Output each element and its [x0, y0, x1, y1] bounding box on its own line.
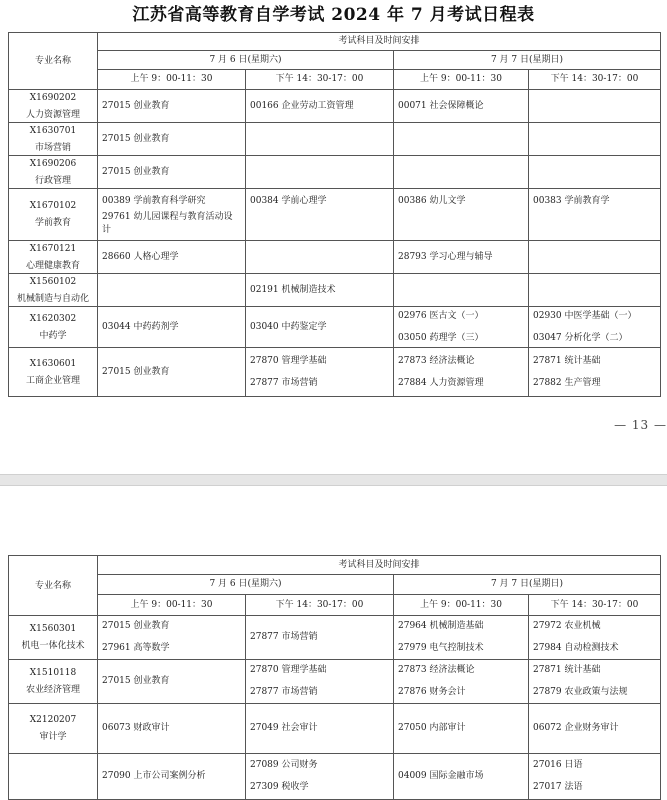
major-code: X1620302: [29, 313, 77, 324]
major-name: 中药学: [39, 330, 67, 341]
course-cell-d1pm: [246, 189, 394, 241]
course-cell-d1pm: [246, 704, 394, 754]
exam-schedule-table-page-14: [8, 555, 661, 800]
table-row: [9, 90, 661, 123]
header-day1-am: 上午 9：00-11：30: [98, 595, 246, 616]
course-entry: 27877 市场营销: [250, 377, 318, 388]
course-entry: 00389 学前教育科学研究: [102, 196, 206, 206]
course-cell-d1am: [98, 307, 246, 348]
header-day1: 7 月 6 日(星期六): [98, 575, 394, 595]
course-cell-d1am: [98, 274, 246, 307]
header-day1-pm: 下午 14：30-17：00: [246, 70, 394, 90]
course-cell-d2am: [394, 307, 529, 348]
table-row: [9, 307, 661, 348]
course-cell-d2pm: [529, 274, 661, 307]
course-entry: 29761 幼儿园课程与教育活动设计: [102, 212, 233, 235]
course-entry: 27015 创业教育: [102, 133, 170, 144]
header-major: 专业名称: [9, 33, 98, 90]
course-entry: 06073 财政审计: [102, 723, 170, 733]
major-code: X1630701: [29, 125, 77, 136]
course-entry: 27015 创业教育: [102, 100, 170, 111]
course-cell-d2am: [394, 754, 529, 800]
course-entry: 00071 社会保障概论: [398, 100, 484, 111]
course-cell-d2pm: [529, 616, 661, 660]
course-entry: 00383 学前教育学: [533, 196, 610, 206]
course-cell-d1am: [98, 660, 246, 704]
course-entry: 02930 中医学基础（一）: [533, 310, 637, 321]
header-day2-am: 上午 9：00-11：30: [394, 70, 529, 90]
table-row: [9, 241, 661, 274]
course-entry: 03047 分析化学（二）: [533, 332, 628, 343]
header-day1: 7 月 6 日(星期六): [98, 51, 394, 70]
course-entry: 27882 生产管理: [533, 377, 601, 388]
major-name: 人力资源管理: [25, 109, 80, 120]
course-cell-d1pm: [246, 90, 394, 123]
course-cell-d1am: [98, 189, 246, 241]
course-cell-d2am: [394, 348, 529, 397]
major-cell: [9, 660, 98, 704]
major-code: X1560301: [29, 624, 77, 634]
course-entry: 00166 企业劳动工资管理: [250, 100, 354, 111]
header-arrangement: 考试科目及时间安排: [98, 556, 661, 575]
major-cell: [9, 307, 98, 348]
course-cell-d1pm: [246, 241, 394, 274]
major-cell: [9, 704, 98, 754]
header-day2-am: 上午 9：00-11：30: [394, 595, 529, 616]
header-day1-am: 上午 9：00-11：30: [98, 70, 246, 90]
major-cell: [9, 189, 98, 241]
major-code: X2120207: [29, 715, 77, 725]
major-cell: [9, 616, 98, 660]
course-entry: 27015 创业教育: [102, 366, 170, 377]
course-entry: 27961 高等数学: [102, 643, 170, 653]
major-code: X1630601: [29, 358, 77, 369]
course-entry: 27871 统计基础: [533, 665, 601, 675]
course-entry: 28793 学习心理与辅导: [398, 251, 493, 262]
major-cell: [9, 123, 98, 156]
header-arrangement: 考试科目及时间安排: [98, 33, 661, 51]
course-entry: 03050 药理学（三）: [398, 332, 484, 343]
major-name: 工商企业管理: [25, 375, 80, 386]
major-name: 行政管理: [34, 175, 71, 186]
course-entry: 27884 人力资源管理: [398, 377, 484, 388]
course-entry: 00386 幼儿文学: [398, 196, 466, 206]
course-entry: 04009 国际金融市场: [398, 771, 484, 781]
course-entry: 27877 市场营销: [250, 632, 318, 642]
page-number: — 13 —: [614, 418, 667, 432]
major-code: X1690202: [29, 92, 77, 103]
course-entry: 27050 内部审计: [398, 723, 466, 733]
course-entry: 06072 企业财务审计: [533, 723, 619, 733]
major-cell: [9, 90, 98, 123]
course-entry: 28660 人格心理学: [102, 251, 179, 262]
table-row: [9, 616, 661, 660]
course-entry: 27879 农业政策与法规: [533, 687, 628, 697]
major-cell: [9, 241, 98, 274]
course-entry: 02191 机械制造技术: [250, 284, 336, 295]
course-cell-d2am: [394, 189, 529, 241]
course-entry: 27015 创业教育: [102, 621, 170, 631]
major-code: X1670121: [29, 243, 77, 254]
major-name: 审计学: [39, 732, 67, 742]
major-code: X1670102: [29, 201, 77, 211]
course-cell-d2pm: [529, 189, 661, 241]
course-cell-d1pm: [246, 123, 394, 156]
table-row: [9, 156, 661, 189]
course-cell-d2am: [394, 274, 529, 307]
course-entry: 27876 财务会计: [398, 687, 466, 697]
header-day1-pm: 下午 14：30-17：00: [246, 595, 394, 616]
course-cell-d1am: [98, 123, 246, 156]
course-entry: 03044 中药药剂学: [102, 321, 179, 332]
course-cell-d1pm: [246, 616, 394, 660]
course-cell-d1am: [98, 348, 246, 397]
course-entry: 00384 学前心理学: [250, 196, 327, 206]
course-cell-d1pm: [246, 660, 394, 704]
course-entry: 27015 创业教育: [102, 166, 170, 177]
header-day2-pm: 下午 14：30-17：00: [529, 595, 661, 616]
course-cell-d2pm: [529, 307, 661, 348]
course-cell-d1am: [98, 241, 246, 274]
course-cell-d2pm: [529, 156, 661, 189]
major-code: X1690206: [29, 158, 77, 169]
course-cell-d2pm: [529, 348, 661, 397]
page-divider: [0, 474, 667, 486]
header-day2: 7 月 7 日(星期日): [394, 575, 661, 595]
course-cell-d1pm: [246, 156, 394, 189]
course-entry: 27089 公司财务: [250, 760, 318, 770]
page-title: 江苏省高等教育自学考试 2024 年 7 月考试日程表: [132, 5, 535, 25]
course-cell-d1am: [98, 704, 246, 754]
course-cell-d2pm: [529, 241, 661, 274]
course-cell-d1am: [98, 156, 246, 189]
table-row: [9, 189, 661, 241]
course-entry: 03040 中药鉴定学: [250, 321, 327, 332]
major-name: 市场营销: [34, 142, 71, 153]
major-name: 心理健康教育: [25, 260, 80, 271]
course-cell-d2am: [394, 156, 529, 189]
course-entry: 27017 法语: [533, 782, 583, 792]
course-entry: 27964 机械制造基础: [398, 621, 484, 631]
table-row: [9, 754, 661, 800]
course-cell-d1pm: [246, 754, 394, 800]
major-cell: [9, 754, 98, 800]
course-cell-d2pm: [529, 704, 661, 754]
course-cell-d1pm: [246, 307, 394, 348]
course-cell-d2pm: [529, 754, 661, 800]
header-day2-pm: 下午 14：30-17：00: [529, 70, 661, 90]
course-cell-d2am: [394, 616, 529, 660]
course-cell-d2am: [394, 704, 529, 754]
major-name: 学前教育: [34, 218, 71, 228]
course-cell-d2pm: [529, 90, 661, 123]
table-row: [9, 123, 661, 156]
course-cell-d1am: [98, 90, 246, 123]
major-code: X1560102: [29, 276, 77, 287]
header-day2: 7 月 7 日(星期日): [394, 51, 661, 70]
major-name: 农业经济管理: [25, 685, 80, 695]
course-cell-d2pm: [529, 123, 661, 156]
course-cell-d1am: [98, 754, 246, 800]
major-cell: [9, 348, 98, 397]
course-cell-d2pm: [529, 660, 661, 704]
course-entry: 27016 日语: [533, 760, 583, 770]
course-cell-d2am: [394, 241, 529, 274]
course-entry: 27873 经济法概论: [398, 665, 475, 675]
course-cell-d1pm: [246, 274, 394, 307]
table-row: [9, 660, 661, 704]
course-entry: 27871 统计基础: [533, 355, 601, 366]
table-row: [9, 704, 661, 754]
major-cell: [9, 274, 98, 307]
course-entry: 27309 税收学: [250, 782, 309, 792]
course-entry: 27870 管理学基础: [250, 355, 327, 366]
major-cell: [9, 156, 98, 189]
exam-schedule-table-page-13: [8, 32, 661, 397]
course-entry: 27015 创业教育: [102, 676, 170, 686]
course-entry: 27090 上市公司案例分析: [102, 771, 206, 781]
course-entry: 27873 经济法概论: [398, 355, 475, 366]
course-cell-d1pm: [246, 348, 394, 397]
course-entry: 27972 农业机械: [533, 621, 601, 631]
course-entry: 27984 自动检测技术: [533, 643, 619, 653]
table-row: [9, 274, 661, 307]
major-name: 机电一体化技术: [21, 641, 85, 651]
course-cell-d2am: [394, 123, 529, 156]
course-cell-d2am: [394, 660, 529, 704]
course-entry: 27049 社会审计: [250, 723, 318, 733]
header-major: 专业名称: [9, 556, 98, 616]
table-row: [9, 348, 661, 397]
course-cell-d1am: [98, 616, 246, 660]
major-code: X1510118: [29, 668, 77, 678]
course-entry: 02976 医古文（一）: [398, 310, 484, 321]
course-entry: 27979 电气控制技术: [398, 643, 484, 653]
course-entry: 27877 市场营销: [250, 687, 318, 697]
course-entry: 27870 管理学基础: [250, 665, 327, 675]
course-cell-d2am: [394, 90, 529, 123]
major-name: 机械制造与自动化: [16, 293, 89, 304]
